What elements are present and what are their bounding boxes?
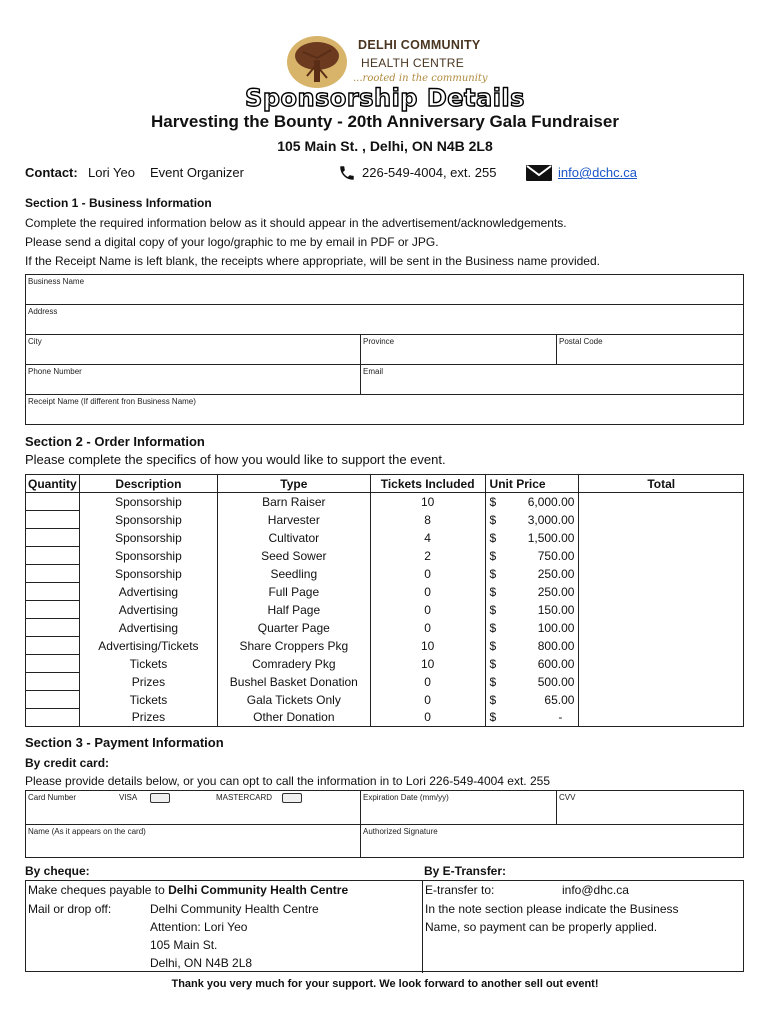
total-cell[interactable] (579, 709, 744, 727)
total-cell[interactable] (579, 673, 744, 691)
currency-symbol: $ (489, 494, 497, 509)
unit-price-cell (485, 529, 579, 547)
event-address: 105 Main St. , Delhi, ON N4B 2L8 (277, 138, 493, 154)
logo (283, 32, 493, 88)
mastercard-checkbox[interactable] (282, 793, 302, 803)
tickets-cell: 10 (370, 637, 485, 655)
description-cell: Advertising (79, 619, 217, 637)
tickets-cell: 0 (370, 583, 485, 601)
table-row (26, 547, 744, 565)
business-name-field[interactable]: Business Name (26, 275, 743, 305)
type-cell: Harvester (217, 511, 370, 529)
tickets-cell: 0 (370, 673, 485, 691)
description-cell: Prizes (79, 673, 217, 691)
section3-heading: Section 3 - Payment Information (25, 735, 224, 750)
tickets-cell: 0 (370, 601, 485, 619)
total-cell[interactable] (579, 619, 744, 637)
unit-price-cell (485, 691, 579, 709)
table-row (26, 493, 744, 511)
total-cell[interactable] (579, 583, 744, 601)
table-row (26, 655, 744, 673)
unit-price-cell (485, 565, 579, 583)
contact-phone: 226-549-4004, ext. 255 (362, 165, 497, 180)
description-cell: Advertising (79, 583, 217, 601)
total-cell[interactable] (579, 493, 744, 511)
price-amount: 250.00 (537, 584, 575, 599)
price-amount: 750.00 (537, 548, 575, 563)
phone-field[interactable]: Phone Number (26, 365, 361, 395)
price-amount: 150.00 (537, 602, 575, 617)
price-amount: 1,500.00 (527, 530, 575, 545)
description-cell: Sponsorship (79, 511, 217, 529)
unit-price-cell (485, 673, 579, 691)
table-row (26, 619, 744, 637)
tickets-cell: 4 (370, 529, 485, 547)
type-cell: Half Page (217, 601, 370, 619)
price-amount: 100.00 (537, 620, 575, 635)
quantity-cell[interactable] (26, 583, 80, 601)
document-title: Sponsorship Details (245, 84, 525, 112)
description-cell: Advertising (79, 601, 217, 619)
quantity-cell[interactable] (26, 619, 80, 637)
cheque-mail-line: Delhi, ON N4B 2L8 (150, 956, 253, 970)
table-row (26, 637, 744, 655)
thank-you-message: Thank you very much for your support. We look forward to another sell out event! (171, 978, 599, 990)
total-cell[interactable] (579, 691, 744, 709)
email-field[interactable]: Email (361, 365, 743, 395)
cheque-mail-line: Attention: Lori Yeo (150, 920, 248, 934)
total-cell[interactable] (579, 529, 744, 547)
postal-code-field[interactable]: Postal Code (557, 335, 743, 365)
currency-symbol: $ (489, 638, 497, 653)
quantity-cell[interactable] (26, 511, 80, 529)
currency-symbol: $ (489, 674, 497, 689)
name-on-card-field[interactable]: Name (As it appears on the card) (26, 825, 361, 857)
table-row (26, 583, 744, 601)
table-row (26, 565, 744, 583)
visa-checkbox[interactable] (150, 793, 170, 803)
description-cell: Sponsorship (79, 529, 217, 547)
price-amount: 65.00 (544, 692, 575, 707)
description-cell: Advertising/Tickets (79, 637, 217, 655)
total-cell[interactable] (579, 565, 744, 583)
description-cell: Sponsorship (79, 493, 217, 511)
description-cell: Tickets (79, 691, 217, 709)
table-row (26, 601, 744, 619)
unit-price-cell (485, 619, 579, 637)
tree-logo-icon (283, 32, 353, 88)
type-cell: Seed Sower (217, 547, 370, 565)
contact-role: Event Organizer (150, 165, 244, 180)
type-cell: Barn Raiser (217, 493, 370, 511)
etransfer-note: In the note section please indicate the Business (425, 902, 679, 916)
total-cell[interactable] (579, 601, 744, 619)
type-cell: Seedling (217, 565, 370, 583)
expiration-field[interactable]: Expiration Date (mm/yy) (361, 791, 557, 825)
order-table-header (26, 475, 744, 493)
section1-line: Complete the required information below as it should appear in the advertisement/acknowledgements. (25, 216, 567, 230)
city-field[interactable]: City (26, 335, 361, 365)
event-subtitle: Harvesting the Bounty - 20th Anniversary Gala Fundraiser (151, 112, 619, 131)
section2-heading: Section 2 - Order Information (25, 434, 205, 449)
quantity-cell[interactable] (26, 691, 80, 709)
type-cell: Cultivator (217, 529, 370, 547)
quantity-cell[interactable] (26, 673, 80, 691)
unit-price-cell (485, 601, 579, 619)
section1-heading: Section 1 - Business Information (25, 196, 212, 210)
section1-line: If the Receipt Name is left blank, the receipts where appropriate, will be sent in the Business name provided. (25, 254, 600, 268)
currency-symbol: $ (489, 566, 497, 581)
quantity-cell[interactable] (26, 547, 80, 565)
unit-price-cell (485, 655, 579, 673)
tickets-cell: 10 (370, 493, 485, 511)
currency-symbol: $ (489, 620, 497, 635)
cheque-mail-label: Mail or drop off: (28, 902, 112, 916)
unit-price-cell (485, 583, 579, 601)
table-row (26, 511, 744, 529)
etransfer-heading: By E-Transfer: (424, 864, 507, 878)
type-cell: Comradery Pkg (217, 655, 370, 673)
currency-symbol: $ (489, 530, 497, 545)
logo-tagline: ...rooted in the community (353, 73, 488, 84)
description-cell: Prizes (79, 709, 217, 727)
unit-price-cell (485, 511, 579, 529)
unit-price-cell (485, 493, 579, 511)
order-table (25, 474, 744, 727)
logo-name-line2: HEALTH CENTRE (361, 56, 465, 70)
section2-intro: Please complete the specifics of how you would like to support the event. (25, 452, 446, 467)
type-cell: Share Croppers Pkg (217, 637, 370, 655)
quantity-cell[interactable] (26, 655, 80, 673)
payment-methods-box (25, 880, 744, 972)
cheque-mail-line: Delhi Community Health Centre (150, 902, 319, 916)
type-cell: Gala Tickets Only (217, 691, 370, 709)
quantity-cell[interactable] (26, 529, 80, 547)
address-field[interactable]: Address (26, 305, 743, 335)
col-total: Total (579, 475, 744, 493)
tickets-cell: 8 (370, 511, 485, 529)
currency-symbol: $ (489, 512, 497, 527)
type-cell: Full Page (217, 583, 370, 601)
quantity-cell[interactable] (26, 493, 80, 511)
unit-price-cell (485, 637, 579, 655)
currency-symbol: $ (489, 584, 497, 599)
total-cell[interactable] (579, 511, 744, 529)
type-cell: Other Donation (217, 709, 370, 727)
currency-symbol: $ (489, 692, 497, 707)
col-unit-price: Unit Price (485, 475, 579, 493)
type-cell: Bushel Basket Donation (217, 673, 370, 691)
total-cell[interactable] (579, 547, 744, 565)
email-icon (526, 164, 552, 182)
currency-symbol: $ (489, 548, 497, 563)
section1-line: Please send a digital copy of your logo/graphic to me by email in PDF or JPG. (25, 235, 439, 249)
signature-field[interactable]: Authorized Signature (363, 827, 438, 836)
description-cell: Sponsorship (79, 547, 217, 565)
credit-card-form (25, 790, 744, 858)
col-description: Description (79, 475, 217, 493)
cvv-field[interactable]: CVV (557, 791, 743, 825)
etransfer-note: Name, so payment can be properly applied. (425, 920, 658, 934)
quantity-cell[interactable] (26, 709, 80, 727)
price-amount: 250.00 (537, 566, 575, 581)
tickets-cell: 0 (370, 709, 485, 727)
tickets-cell: 0 (370, 619, 485, 637)
logo-name-line1: DELHI COMMUNITY (358, 38, 481, 52)
currency-symbol: $ (489, 656, 497, 671)
cheque-payable: Make cheques payable to Delhi Community Health Centre (28, 883, 349, 897)
table-row (26, 709, 744, 727)
currency-symbol: $ (489, 710, 497, 725)
table-row (26, 691, 744, 709)
table-row (26, 529, 744, 547)
tickets-cell: 10 (370, 655, 485, 673)
col-type: Type (217, 475, 370, 493)
col-quantity: Quantity (26, 475, 80, 493)
description-cell: Sponsorship (79, 565, 217, 583)
tickets-cell: 0 (370, 565, 485, 583)
tickets-cell: 2 (370, 547, 485, 565)
quantity-cell[interactable] (26, 601, 80, 619)
contact-email-link[interactable]: info@dchc.ca (558, 165, 637, 180)
province-field[interactable]: Province (361, 335, 557, 365)
receipt-name-field[interactable]: Receipt Name (If different fron Business Name) (28, 397, 196, 406)
price-amount: 600.00 (537, 656, 575, 671)
unit-price-cell (485, 709, 579, 727)
divider (422, 881, 423, 973)
price-amount: - (558, 710, 563, 725)
total-cell[interactable] (579, 637, 744, 655)
credit-intro: Please provide details below, or you can opt to call the information in to Lori 226-549-4004 ext. 255 (25, 774, 550, 788)
tickets-cell: 0 (370, 691, 485, 709)
type-cell: Quarter Page (217, 619, 370, 637)
etransfer-email: info@dhc.ca (562, 883, 629, 897)
credit-heading: By credit card: (25, 756, 110, 770)
cheque-mail-line: 105 Main St. (150, 938, 218, 952)
quantity-cell[interactable] (26, 565, 80, 583)
quantity-cell[interactable] (26, 637, 80, 655)
currency-symbol: $ (489, 602, 497, 617)
table-row (26, 673, 744, 691)
price-amount: 3,000.00 (527, 512, 575, 527)
contact-name: Lori Yeo (88, 165, 135, 180)
description-cell: Tickets (79, 655, 217, 673)
phone-icon (338, 164, 356, 182)
contact-label: Contact: (25, 165, 78, 180)
business-info-form (25, 274, 744, 425)
total-cell[interactable] (579, 655, 744, 673)
col-tickets: Tickets Included (370, 475, 485, 493)
etransfer-to-label: E-transfer to: (425, 883, 495, 897)
unit-price-cell (485, 547, 579, 565)
price-amount: 800.00 (537, 638, 575, 653)
price-amount: 6,000.00 (527, 494, 575, 509)
price-amount: 500.00 (537, 674, 575, 689)
cheque-heading: By cheque: (25, 864, 90, 878)
card-number-field[interactable]: Card Number VISA MASTERCARD (26, 791, 361, 825)
